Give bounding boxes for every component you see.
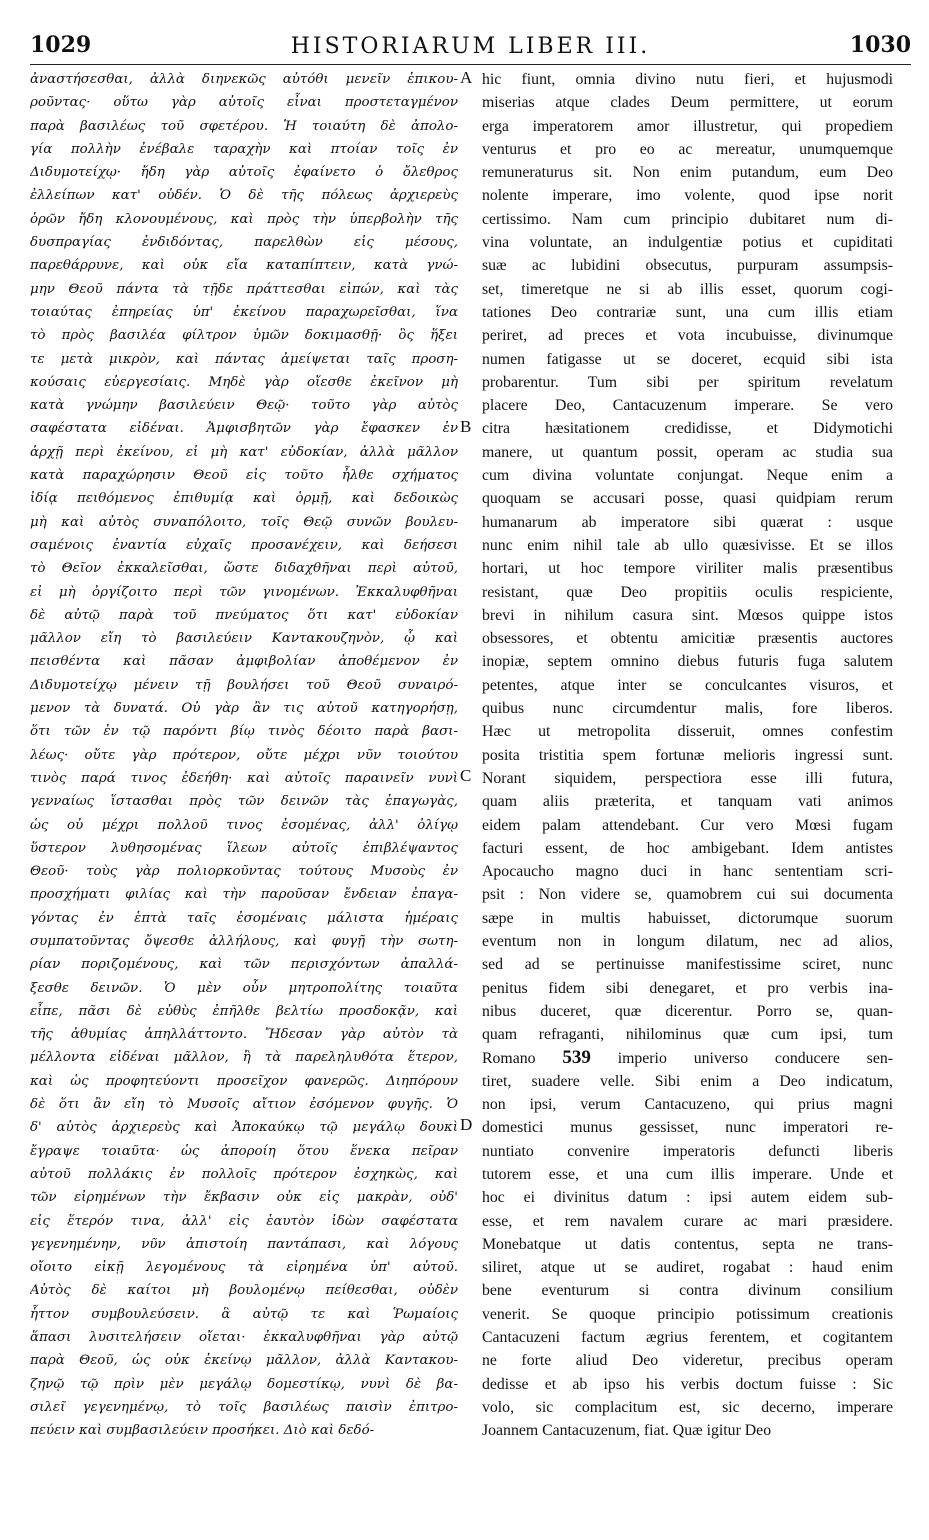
text-line: manere, ut quantum possit, operam ac studia sua bbox=[482, 443, 893, 461]
text-line: petentes, atque inter se conculcantes visuros, et bbox=[482, 676, 893, 694]
text-line: μην Θεοῦ πάντα τὰ τῇδε πράττεσθαι εἰπών, καὶ τὰς bbox=[30, 281, 458, 297]
text-line: nunc enim nihil tale ab ullo quæsivisse. Et se illos bbox=[482, 536, 893, 554]
text-line: ὅτι τῶν ἐν τῷ παρόντι βίῳ τινὸς δέοιτο παρὰ βασι- bbox=[30, 724, 458, 740]
text-line: brevi in nihilum casura sint. Mœsos quippe istos bbox=[482, 606, 893, 624]
section-marker-c: C bbox=[460, 766, 472, 785]
text-line: εἰ μὴ ὀργίζοιτο περὶ τῶν γινομένων. Ἐκκαλυφθῆναι bbox=[30, 584, 458, 600]
text-line: ἀναστήσεσθαι, ἀλλὰ διηνεκῶς αὐτόθι μενεῖν ἐπικου- bbox=[30, 72, 458, 87]
text-line: Joannem Cantacuzenum, fiat. Quæ igitur Deo bbox=[482, 1422, 772, 1440]
text-line: δ' αὐτὸς ἀρχιερεὺς καὶ Ἀποκαύκῳ τῷ μεγάλῳ δουκὶ bbox=[30, 1120, 458, 1136]
page-reference: 539 bbox=[562, 1047, 591, 1069]
text-line: ὡς οὐ μέχρι πολλοῦ τινος ἐσομένας, ἀλλ' ὀλίγῳ bbox=[30, 817, 458, 833]
text-line: hoc ei divinitus datum : ipsi autem eidem sub- bbox=[482, 1189, 893, 1207]
text-line: Cantacuzeni factum ægrius ferentem, et cogitantem bbox=[482, 1329, 893, 1347]
text-line: κατὰ γνώμην βασιλεύειν Θεῷ· τοῦτο γὰρ αὐτὸς bbox=[30, 398, 458, 414]
text-line: nolente imperare, imo volente, quod ipse norit bbox=[482, 187, 893, 205]
text-line: ἧττον συμβουλεύσειν. ἃ αὐτῷ τε καὶ Ῥωμαίοις bbox=[30, 1306, 458, 1322]
text-line: σαφέστατα εἰδέναι. Ἀμφισβητῶν γὰρ ἔφασκεν ἐν bbox=[30, 421, 458, 437]
text-line: τὸ Θεῖον ἐκκαλεῖσθαι, ὥστε διδαχθῆναι περὶ αὐτοῦ, bbox=[30, 561, 458, 577]
text-line: εἰς ἕτερόν τινα, ἀλλ' εἰς ἑαυτὸν ἰδὼν σαφέστατα bbox=[30, 1213, 458, 1229]
text-line: δὲ αὐτῷ παρὰ τοῦ πνεύματος ὅτι κατ' εὐδοκίαν bbox=[30, 607, 458, 623]
text-line: καὶ ὡς προφητεύοντι προσεῖχον φανερῶς. Διηπόρουν bbox=[30, 1073, 458, 1089]
text-line: ὕστερον λυθησομένας ἵλεων αὐτοῖς ἐπιβλέψαντος bbox=[30, 840, 458, 856]
text-line: quoquam se accusari posse, quasi quidpiam rerum bbox=[482, 490, 893, 508]
text-line: Apocaucho magno duci in hanc sententiam scri- bbox=[482, 863, 893, 881]
text-line: resistant, quæ Deo propitiis oculis respiciente, bbox=[482, 583, 893, 601]
text-line: quam refraganti, nihilominus quæ cum ipsi, tum bbox=[482, 1026, 893, 1044]
text-line: Monebatque ut datis contentus, septa ne trans- bbox=[482, 1235, 893, 1253]
text-line: εἶπε, πᾶσι δὲ εὐθὺς ἐπῆλθε βελτίω προσδοκᾷν, καὶ bbox=[30, 1003, 458, 1019]
running-header bbox=[30, 30, 911, 65]
running-title: HISTORIARUM LIBER III. bbox=[290, 34, 651, 59]
text-line: Θεοῦ· τοὺς γὰρ πολιορκοῦντας τούτους Μυσοὺς ἐν bbox=[30, 864, 458, 880]
text-line: τινὸς παρά τινος ἐδεήθη· καὶ αὐτοῖς παραινεῖν νυνὶ bbox=[30, 770, 458, 786]
text-line: volo, sic complacitum est, sic decerno, imperare bbox=[482, 1398, 893, 1416]
text-line: hortari, ut hoc tempore viriliter malis præsentibus bbox=[482, 560, 893, 578]
greek-column bbox=[30, 68, 458, 1443]
text-line: sed ad se pertinuisse manifestissime sciret, nunc bbox=[482, 956, 893, 974]
text-line: γία πολλὴν ἐνέβαλε ταραχὴν καὶ πτοίαν τοῖς ἐν bbox=[30, 141, 458, 157]
text-line: ρίαν ποριζομένους, καὶ τῶν περισχόντων ἀπαλλά- bbox=[30, 957, 458, 973]
text-line: numen fatigasse ut se doceret, ecquid sibi ista bbox=[482, 350, 893, 368]
text-line: ἔγραψε τοιαῦτα· ὡς ἀποροίη ὅτου ἕνεκα πεῖραν bbox=[30, 1143, 458, 1159]
text-line: δὲ ὅτι ἂν εἴη τὸ Μυσοῖς αἴτιον ἐσόμενον φυγῆς. Ὁ bbox=[30, 1097, 458, 1113]
text-line: posita tristitia spem fortunæ melioris ingressi sunt. bbox=[482, 746, 893, 764]
text-line: venerit. Se quoque principio potissimum creationis bbox=[482, 1305, 893, 1323]
section-marker-d: D bbox=[460, 1115, 473, 1134]
text-line: σιλεῖ γεγενημένῳ, τὸ τοῖς βασιλέως παισὶν ἐπιτρο- bbox=[30, 1399, 458, 1415]
text-line: eidem palam attendebant. Cur vero Mœsi fugam bbox=[482, 816, 893, 834]
text-line: παρεθάρρυνε, καὶ οὐκ εἴα καταπίπτειν, κατὰ γνώ- bbox=[30, 258, 458, 274]
text-line: πεύειν καὶ συμβασιλεύειν προσήκει. Διὸ καὶ δεδό- bbox=[30, 1423, 375, 1439]
text-line: probarentur. Tum sibi per spiritum revelatum bbox=[482, 373, 893, 391]
text-line: γεγενημένην, νῦν ἀπιστοίη παντάπασι, καὶ λόγους bbox=[30, 1236, 458, 1252]
text-line: μὴ καὶ αὐτὸς συναπόλοιτο, τοῖς Θεῷ συνῶν βουλευ- bbox=[30, 514, 458, 530]
latin-column bbox=[482, 68, 893, 1443]
text-line: λέως· οὔτε γὰρ πρότερον, οὔτε μέχρι νῦν τοιούτου bbox=[30, 747, 458, 763]
text-line: certissimo. Nam cum principio dubitaret num di- bbox=[482, 210, 893, 228]
text-line: γενναίως ἵστασθαι πρὸς τῶν δεινῶν τὰς ἐπαγωγὰς, bbox=[30, 794, 458, 810]
text-line: ἰδίᾳ πειθόμενος ἐπιθυμίᾳ καὶ ὁρμῇ, καὶ δεδοικὼς bbox=[30, 491, 458, 507]
text-line: κατὰ παραχώρησιν Θεοῦ εἰς τοῦτο ἦλθε σχήματος bbox=[30, 468, 458, 484]
text-line: hic fiunt, omnia divino nutu fieri, et hujusmodi bbox=[482, 71, 893, 88]
text-line: humanarum ab imperatore sibi quærat : usque bbox=[482, 513, 893, 531]
text-line: Hæc ut metropolita disseruit, omnes confestim bbox=[482, 723, 893, 741]
text-line: set, timeretque ne si ab illis esset, quorum cogi- bbox=[482, 280, 893, 298]
text-line: Διδυμοτείχῳ μένειν τῇ βουλήσει τοῦ Θεοῦ συναιρό- bbox=[30, 677, 458, 693]
text-line: ξεσθε δεινῶν. Ὁ μὲν οὖν μητροπολίτης τοιαῦτα bbox=[30, 980, 458, 996]
text-line: non ipsi, verum Cantacuzeno, qui prius magni bbox=[482, 1096, 893, 1114]
left-page-number: 1029 bbox=[30, 32, 92, 58]
text-line: Αὐτὸς δὲ καίτοι μὴ βουλομένῳ πείθεσθαι, οὐδὲν bbox=[30, 1283, 458, 1299]
text-line: dedisse et ab ipso his verbis doctum fuisse : Sic bbox=[482, 1375, 893, 1393]
text-line: προσχήματι φιλίας καὶ τὴν παροῦσαν ἔνδειαν ἐπαγα- bbox=[30, 887, 458, 903]
text-line: nibus duceret, quæ dicerentur. Porro se, quan- bbox=[482, 1002, 893, 1020]
text-line: τῶν εἰρημένων τὴν ἔκβασιν οὐκ εἰς μακρὰν, οὐδ' bbox=[30, 1190, 458, 1206]
text-line: penitus fidem sibi denegaret, et pro verbis ina- bbox=[482, 979, 893, 997]
text-line: tationes Deo contrariæ sunt, una cum illis etiam bbox=[482, 303, 893, 321]
text-line: venturus et pro eo ac mereatur, unumquemque bbox=[482, 140, 893, 158]
text-line: Norant siquidem, perspectiora esse illi futura, bbox=[482, 769, 893, 787]
text-line: σαμένοις ἐναντία εὐχαῖς προσανέχειν, καὶ δεήσεσι bbox=[30, 537, 458, 553]
text-line: συμπατοῦντας ὄψεσθε ἀλλήλους, καὶ φυγῇ τὴν σωτη- bbox=[30, 933, 458, 949]
text-line: cum divina voluntate conjungat. Neque enim a bbox=[482, 467, 893, 485]
text-line: Διδυμοτείχῳ· ἤδη γὰρ αὐτοῖς ἐφαίνετο ὁ ὄλεθρος bbox=[30, 165, 458, 181]
section-marker-b: B bbox=[460, 417, 472, 436]
text-line: οἴοιτο εἰκῇ λεγομένους τὰ εἰρημένα ὑπ' αὐτοῦ. bbox=[30, 1260, 458, 1276]
text-line: ὁρῶν ἤδη κλονουμένους, καὶ πρὸς τὴν ὑπερβολὴν τῆς bbox=[30, 211, 458, 227]
text-line: siliret, atque ut se audiret, rogabat : haud enim bbox=[482, 1259, 893, 1277]
text-line: τε μετὰ μικρὸν, καὶ πάντας ἀμείψεται ταῖς προση- bbox=[30, 351, 458, 367]
text-line: τῆς ἀθυμίας ἀπηλλάττοντο. Ἤδεσαν γὰρ αὐτὸν τὰ bbox=[30, 1027, 458, 1043]
text-line: ἀρχῇ περὶ ἐκείνου, εἰ μὴ κατ' εὐδοκίαν, ἀλλὰ μᾶλλον bbox=[30, 444, 458, 460]
text-line: μενον τὰ δυνατά. Οὐ γὰρ ἂν τις αὐτοῦ κατηγορήσῃ, bbox=[30, 701, 458, 717]
text-line: ροῦντας· οὕτω γὰρ αὐτοῖς εἶναι προστεταγμένον bbox=[30, 95, 458, 111]
text-line: tiret, suadere velle. Sibi enim a Deo indicatum, bbox=[482, 1072, 893, 1090]
text-line: erga imperatorem amor illustretur, qui propediem bbox=[482, 117, 893, 135]
text-line: citra hæsitationem credidisse, et Didymotichi bbox=[482, 420, 893, 438]
text-line: placere Deo, Cantacuzenum imperare. Se vero bbox=[482, 397, 893, 415]
text-line: τοιαύτας ἐπηρείας ὑπ' ἐκείνου παραχωρεῖσθαι, ἵνα bbox=[30, 304, 458, 320]
text-line: inopiæ, septem omnino diebus futuris fuga salutem bbox=[482, 653, 893, 671]
text-line: esse, et rem navalem curare ac mari præsidere. bbox=[482, 1212, 893, 1230]
text-line: κούσαις εὐεργεσίαις. Μηδὲ γὰρ οἴεσθε ἐκεῖνον μὴ bbox=[30, 374, 458, 390]
text-line: quibus nunc circumdentur malis, fore liberos. bbox=[482, 700, 893, 718]
text-line: τὸ πρὸς βασιλέα φίλτρον ὑμῶν δοκιμασθῇ· ὃς ἥξει bbox=[30, 328, 458, 344]
text-line: αὐτοῦ πολλάκις ἐν πολλοῖς πρότερον ἐσχηκὼς, καὶ bbox=[30, 1166, 458, 1182]
text-line: suæ ac lubidini obsecutus, purpuram assumpsis- bbox=[482, 257, 893, 275]
text-line: Romano 539 imperio universo conducere sen- bbox=[482, 1047, 893, 1069]
text-line: tutorem esse, et una cum illis imperare. Unde et bbox=[482, 1165, 893, 1183]
right-page-number: 1030 bbox=[849, 32, 911, 58]
text-line: μᾶλλον εἴη τὸ βασιλεύειν Καντακουζηνὸν, ᾧ καὶ bbox=[30, 631, 458, 647]
text-line: remuneraturus sit. Non enim putandum, eum Deo bbox=[482, 164, 893, 182]
text-line: obsessores, et obtentu amicitiæ præsentis auctores bbox=[482, 630, 893, 648]
text-line: facturi essent, de hoc ambigebant. Idem antistes bbox=[482, 839, 893, 857]
text-line: vina voluntate, an indulgentiæ potius et cupiditati bbox=[482, 234, 893, 252]
text-line: ne forte aliud Deo videretur, precibus operam bbox=[482, 1352, 893, 1370]
text-line: miserias atque clades Deum permittere, ut eorum bbox=[482, 94, 893, 112]
text-line: γόντας ἐν ἑπτὰ ταῖς ἐσομέναις μάλιστα ἡμέραις bbox=[30, 910, 458, 926]
text-line: nuntiato convenire imperatoris defuncti liberis bbox=[482, 1142, 893, 1160]
text-line: periret, ad preces et vota incubuisse, divinumque bbox=[482, 327, 893, 345]
text-line: ζηνῷ τῷ πρὶν μὲν μεγάλῳ δομεστίκῳ, νυνὶ δὲ βα- bbox=[30, 1376, 458, 1392]
text-line: domestici munus gessisset, nunc imperatori re- bbox=[482, 1119, 893, 1137]
text-line: μέλλοντα εἰδέναι μᾶλλον, ἢ τὰ παρεληλυθότα ἕτερον, bbox=[30, 1050, 458, 1066]
text-line: sæpe in multis habuisset, dictorumque suorum bbox=[482, 909, 893, 927]
text-line: παρὰ Θεοῦ, ὡς οὐκ ἐκείνῳ μᾶλλον, ἀλλὰ Καντακου- bbox=[30, 1353, 458, 1369]
text-line: bene eventurum si contra divinum consilium bbox=[482, 1282, 893, 1300]
text-line: psit : Non videre se, quamobrem cui sui documenta bbox=[482, 886, 893, 904]
text-line: eventum non in longum dilatum, nec ad alios, bbox=[482, 932, 893, 950]
text-line: ἅπασι λυσιτελήσειν οἴεται· ἐκκαλυφθῆναι γὰρ αὐτῷ bbox=[30, 1330, 458, 1346]
text-line: quam aliis præterita, et tanquam vati animos bbox=[482, 793, 893, 811]
text-line: ἐλλείπων κατ' οὐδέν. Ὁ δὲ τῆς πόλεως ἀρχιερεὺς bbox=[30, 188, 458, 204]
section-marker-a: A bbox=[460, 68, 473, 87]
text-line: πεισθέντα καὶ πᾶσαν ἀμφιβολίαν ἀποθέμενον ἐν bbox=[30, 654, 458, 670]
text-line: παρὰ βασιλέως τοῦ σφετέρου. Ἡ τοιαύτη δὲ ἀπολο- bbox=[30, 118, 458, 134]
text-line: δυσπραγίας ἐνδιδόντας, παρελθὼν εἰς μέσους, bbox=[30, 235, 458, 251]
